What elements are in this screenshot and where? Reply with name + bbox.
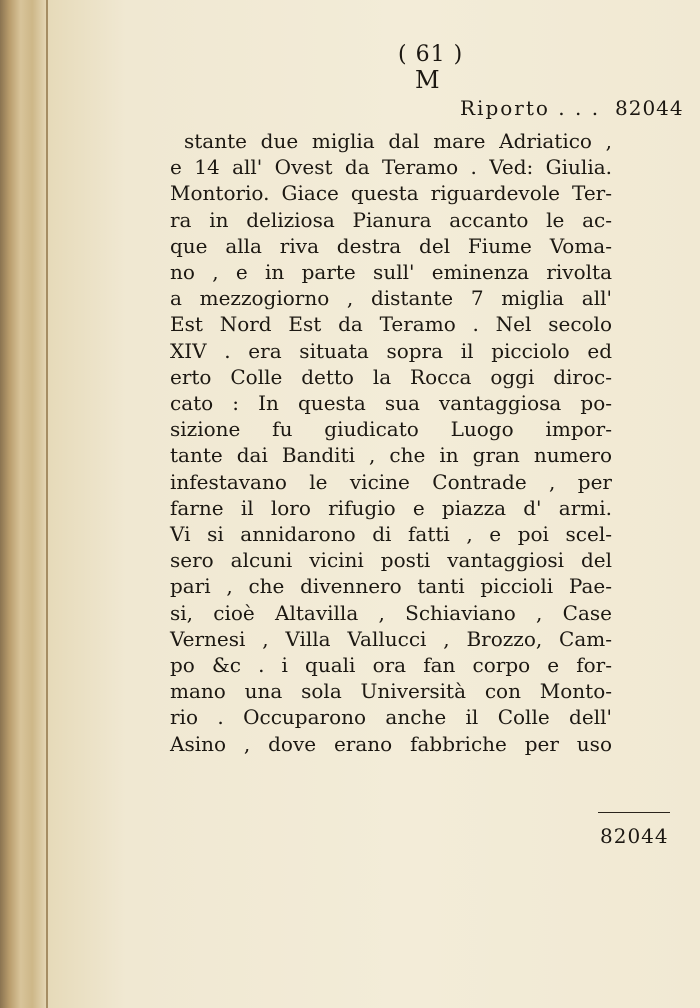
text-line: e 14 all' Ovest da Teramo . Ved: Giulia. <box>170 155 612 180</box>
text-line: mano una sola Università con Monto- <box>170 679 612 704</box>
text-line: tante dai Banditi , che in gran numero <box>170 443 612 468</box>
total-rule <box>598 812 670 813</box>
text-line: que alla riva destra del Fiume Voma- <box>170 233 612 258</box>
text-line: stante due miglia dal mare Adriatico , <box>184 129 612 153</box>
text-line: si, cioè Altavilla , Schiaviano , Case <box>170 600 612 625</box>
text-line: Est Nord Est da Teramo . Nel secolo <box>170 312 612 337</box>
text-line: Montorio. Giace questa riguardevole Ter- <box>170 181 612 206</box>
page-total-value: 82044 <box>600 824 669 848</box>
text-line: cato : In questa sua vantaggiosa po- <box>170 391 612 416</box>
text-line: no , e in parte sull' eminenza rivolta <box>170 260 612 285</box>
text-line: rio . Occuparono anche il Colle dell' <box>170 705 612 730</box>
signature-mark: M <box>415 66 440 94</box>
text-line: XIV . era situata sopra il picciolo ed <box>170 338 612 363</box>
text-line: Vernesi , Villa Vallucci , Brozzo, Cam- <box>170 626 612 651</box>
book-spine <box>0 0 46 1008</box>
text-line: sero alcuni vicini posti vantaggiosi del <box>170 548 612 573</box>
carry-forward-value: 82044 <box>615 96 684 120</box>
text-line: Asino , dove erano fabbriche per uso <box>170 731 612 756</box>
text-line: farne il loro rifugio e piazza d' armi. <box>170 495 612 520</box>
text-line: pari , che divennero tanti piccioli Pae- <box>170 574 612 599</box>
carry-forward-label: Riporto . . . <box>460 96 601 120</box>
page-number: ( 61 ) <box>398 42 464 67</box>
text-line: infestavano le vicine Contrade , per <box>170 469 612 494</box>
text-line: sizione fu giudicato Luogo impor- <box>170 417 612 442</box>
text-line: po &c . i quali ora fan corpo e for- <box>170 653 612 678</box>
text-line: ra in deliziosa Pianura accanto le ac- <box>170 207 612 232</box>
body-text <box>170 128 612 757</box>
text-line: erto Colle detto la Rocca oggi diroc- <box>170 364 612 389</box>
text-line: a mezzogiorno , distante 7 miglia all' <box>170 286 612 311</box>
text-line: Vi si annidarono di fatti , e poi scel- <box>170 522 612 547</box>
